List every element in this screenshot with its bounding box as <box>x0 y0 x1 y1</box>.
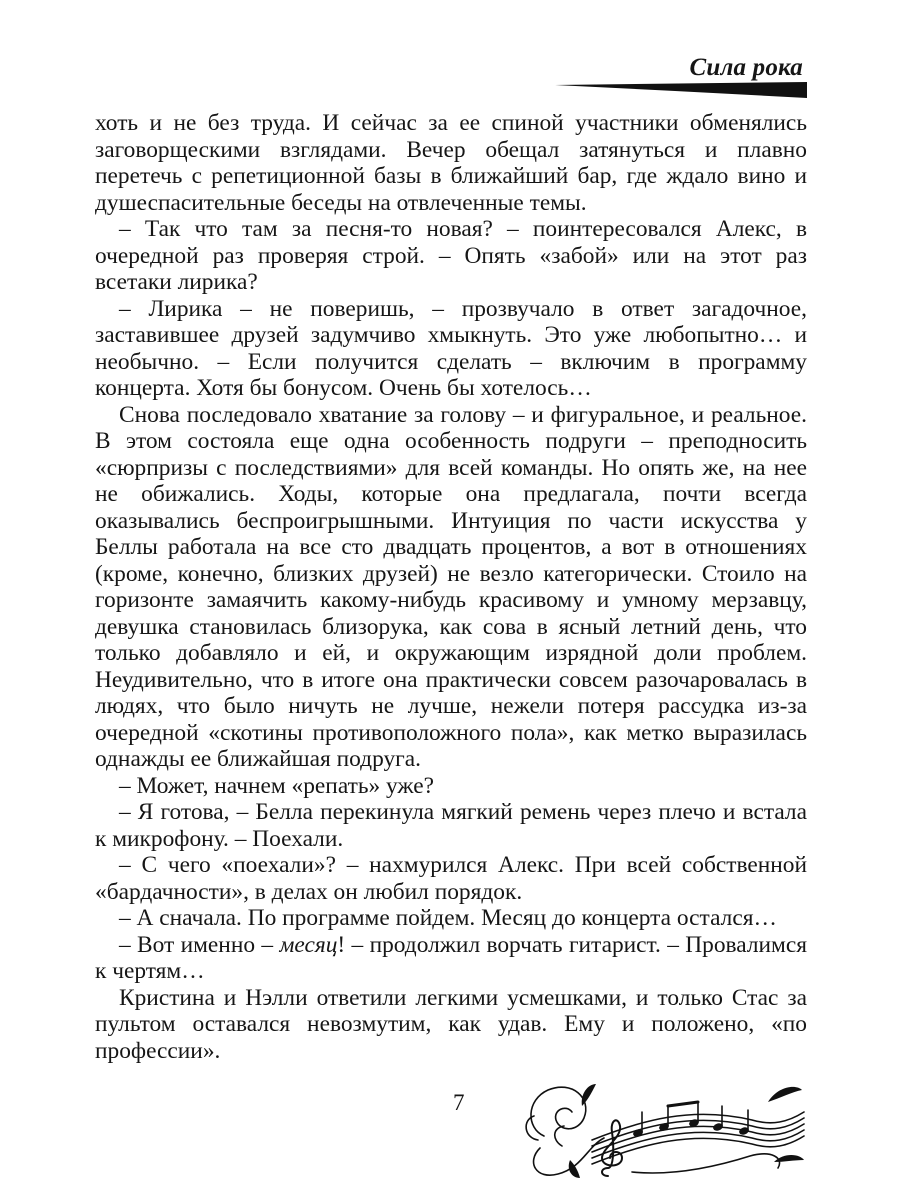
paragraph-text: – Лирика – не поверишь, – прозвучало в ответ загадочное, заставившее друзей задумчиво хмыкнуть. Это уже любопытно… и необычно. – Если получится сделать – включим в программу концерта. Хотя бы бонусом. Очень бы хотелось… <box>95 295 807 401</box>
paragraph-text: – Вот именно – <box>119 931 280 958</box>
paragraph <box>95 905 807 932</box>
body-text <box>95 110 807 1064</box>
paragraph <box>95 296 807 402</box>
paragraph <box>95 799 807 852</box>
paragraph <box>95 402 807 773</box>
paragraph <box>95 852 807 905</box>
paragraph-text: – С чего «поехали»? – нахмурился Алекс. При всей собственной «бардачности», в делах он любил порядок. <box>95 852 807 905</box>
paragraph <box>95 932 807 985</box>
musical-ornament-icon <box>522 1076 810 1182</box>
paragraph-text: Снова последовало хватание за голову – и фигуральное, и реальное. В этом состояла еще одна особенность подруги – преподносить «сюрпризы с последствиями» для всей команды. Но опять же, на нее не обижались. Ходы, которые она предлагала, почти всегда оказывались беспроигрышными. Интуиция по части искусства у Беллы работала на все сто двадцать процентов, а вот в отношениях (кроме, конечно, близких друзей) не везло категорически. Стоило на горизонте замаячить какому-нибудь красивому и умному мерзавцу, девушка становилась близорука, как сова в ясный летний день, что только добавляло и ей, и окружающим изрядной доли проблем. Неудивительно, что в итоге она практически совсем разочаровалась в людях, что было ничуть не лучше, нежели потеря рассудка из-за очередной «скотины противоположного пола», как метко выразилась однажды ее ближайшая подруга. <box>95 401 807 772</box>
paragraph <box>95 110 807 216</box>
paragraph-text: хоть и не без труда. И сейчас за ее спиной участники обменялись заговорщескими взглядами. Вечер обещал затянуться и плавно перетечь с репетиционной базы в ближайший бар, где ждало вино и душеспасительные беседы на отвлеченные темы. <box>95 110 807 216</box>
running-title: Сила рока <box>689 54 803 81</box>
paragraph <box>95 773 807 800</box>
paragraph <box>95 216 807 296</box>
paragraph-text: – Может, начнем «репать» уже? <box>119 772 435 799</box>
paragraph-text: ! – продолжил ворчать гитарист. – Провалимся к чертям… <box>95 931 807 984</box>
header-rule <box>555 82 807 98</box>
paragraph-text: Кристина и Нэлли ответили легкими усмешками, и только Стас за пультом оставался невозмутим, как удав. Ему и положено, «по профессии». <box>95 984 807 1064</box>
paragraph-text: – Так что там за песня-то новая? – поинтересовался Алекс, в очередной раз проверяя строй. – Опять «забой» или на этот раз всетаки лирика? <box>95 216 807 295</box>
paragraph-text: – Я готова, – Белла перекинула мягкий ремень через плечо и встала к микрофону. – Поехали. <box>95 799 807 852</box>
paragraph <box>95 985 807 1065</box>
paragraph-text: – А сначала. По программе пойдем. Месяц до концерта остался… <box>119 905 777 931</box>
page-number: 7 <box>453 1090 465 1115</box>
italic-text: месяц <box>279 931 338 958</box>
